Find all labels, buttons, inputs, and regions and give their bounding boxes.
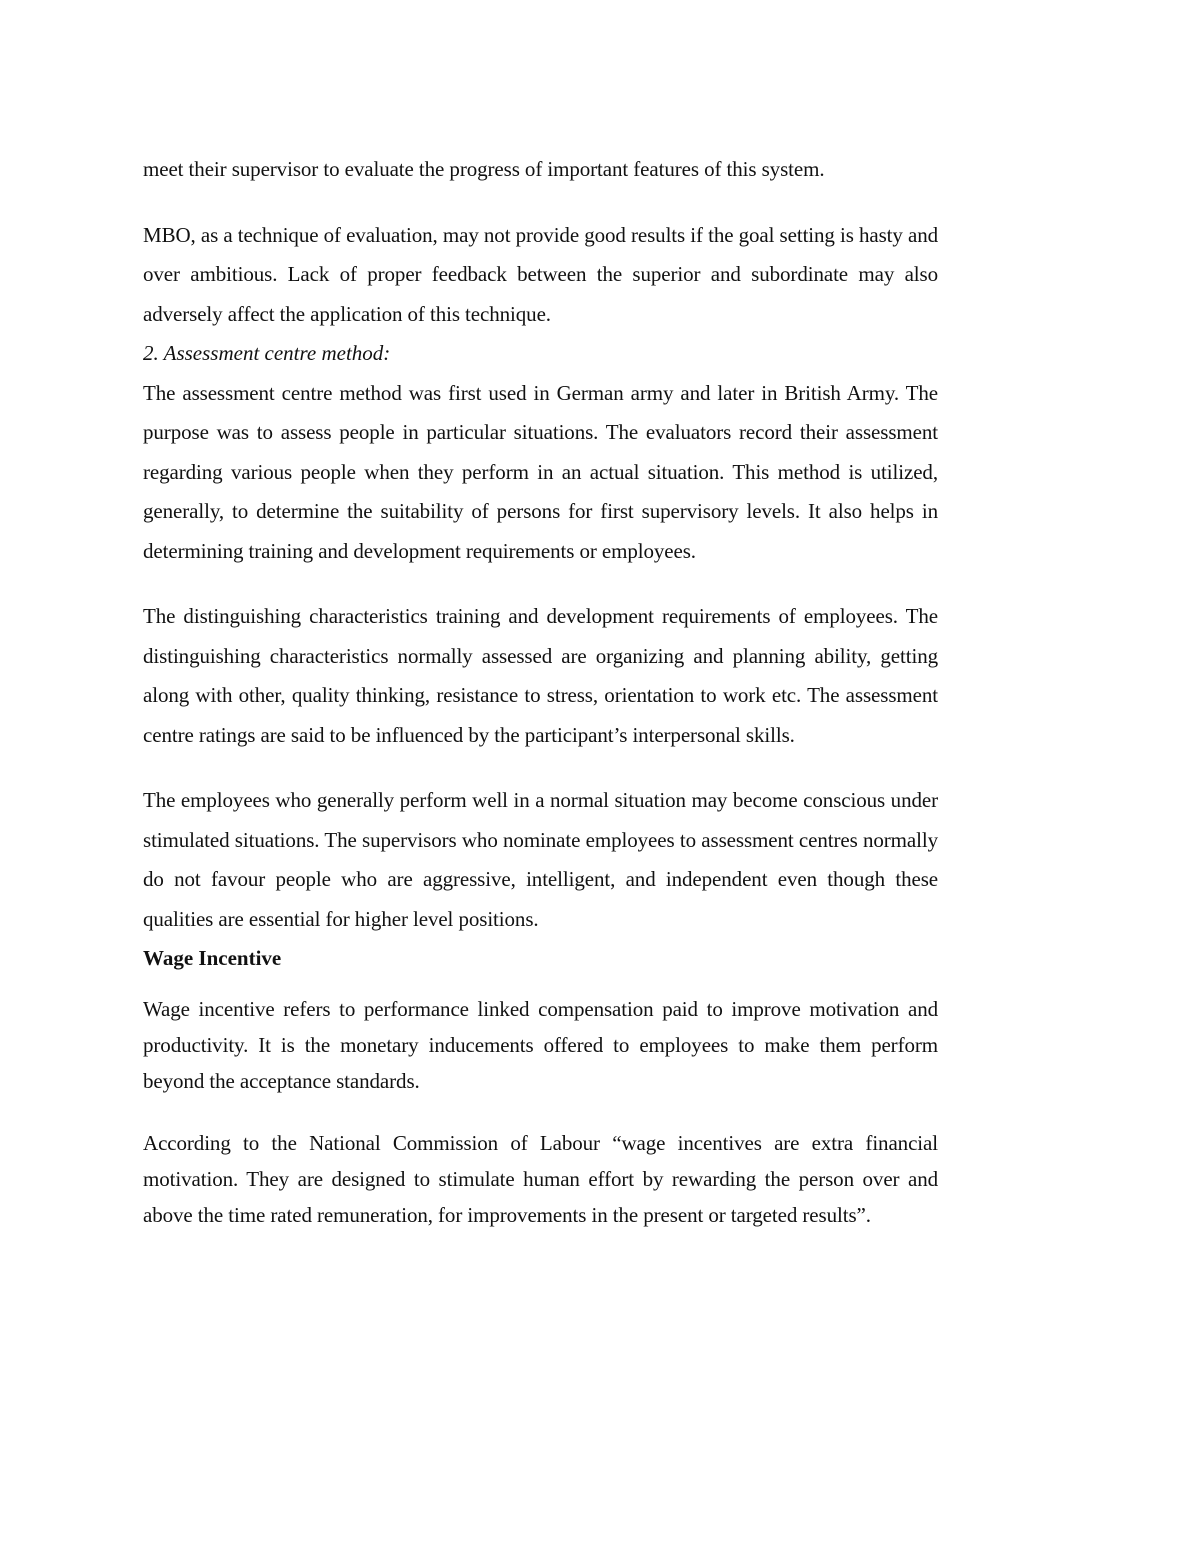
paragraph-wage-incentive-definition: Wage incentive refers to performance linked compensation paid to improve motivation and productivity. It is the monetary inducements offered to employees to make them perform beyond the acceptance standards. bbox=[143, 996, 938, 1093]
document-page bbox=[143, 150, 938, 1233]
paragraph-distinguishing-characteristics: The distinguishing characteristics training and development requirements of employees. The distinguishing characteristics normally assessed are organizing and planning ability, getting along with other, quality thinking, resistance to stress, orientation to work etc. The assessment centre ratings are said to be influenced by the participant’s interpersonal skills. bbox=[143, 604, 938, 747]
paragraph-assessment-centre: The assessment centre method was first used in German army and later in British Army. The purpose was to assess people in particular situations. The evaluators record their assessment regarding various people when they perform in an actual situation. This method is utilized, generally, to determine the suitability of persons for first supervisory levels. It also helps in determining training and development requirements or employees. bbox=[143, 380, 938, 563]
paragraph-mbo-progress: meet their supervisor to evaluate the progress of important features of this system. bbox=[143, 157, 825, 181]
paragraph-national-commission: According to the National Commission of Labour “wage incentives are extra financial motivation. They are designed to stimulate human effort by rewarding the person over and above the time rated remuneration, for improvements in the present or targeted results”. bbox=[143, 1130, 938, 1227]
heading-wage-incentive: Wage Incentive bbox=[143, 946, 282, 970]
paragraph-employee-performance: The employees who generally perform well in a normal situation may become conscious under stimulated situations. The supervisors who nominate employees to assessment centres normally do not favour people who are aggressive, intelligent, and independent even though these qualities are essential for higher level positions. bbox=[143, 788, 938, 931]
paragraph-mbo-limitations: MBO, as a technique of evaluation, may not provide good results if the goal setting is hasty and over ambitious. Lack of proper feedback between the superior and subordinate may also adversely affect the application of this technique. bbox=[143, 222, 938, 326]
subheading-assessment-centre: 2. Assessment centre method: bbox=[143, 341, 391, 365]
